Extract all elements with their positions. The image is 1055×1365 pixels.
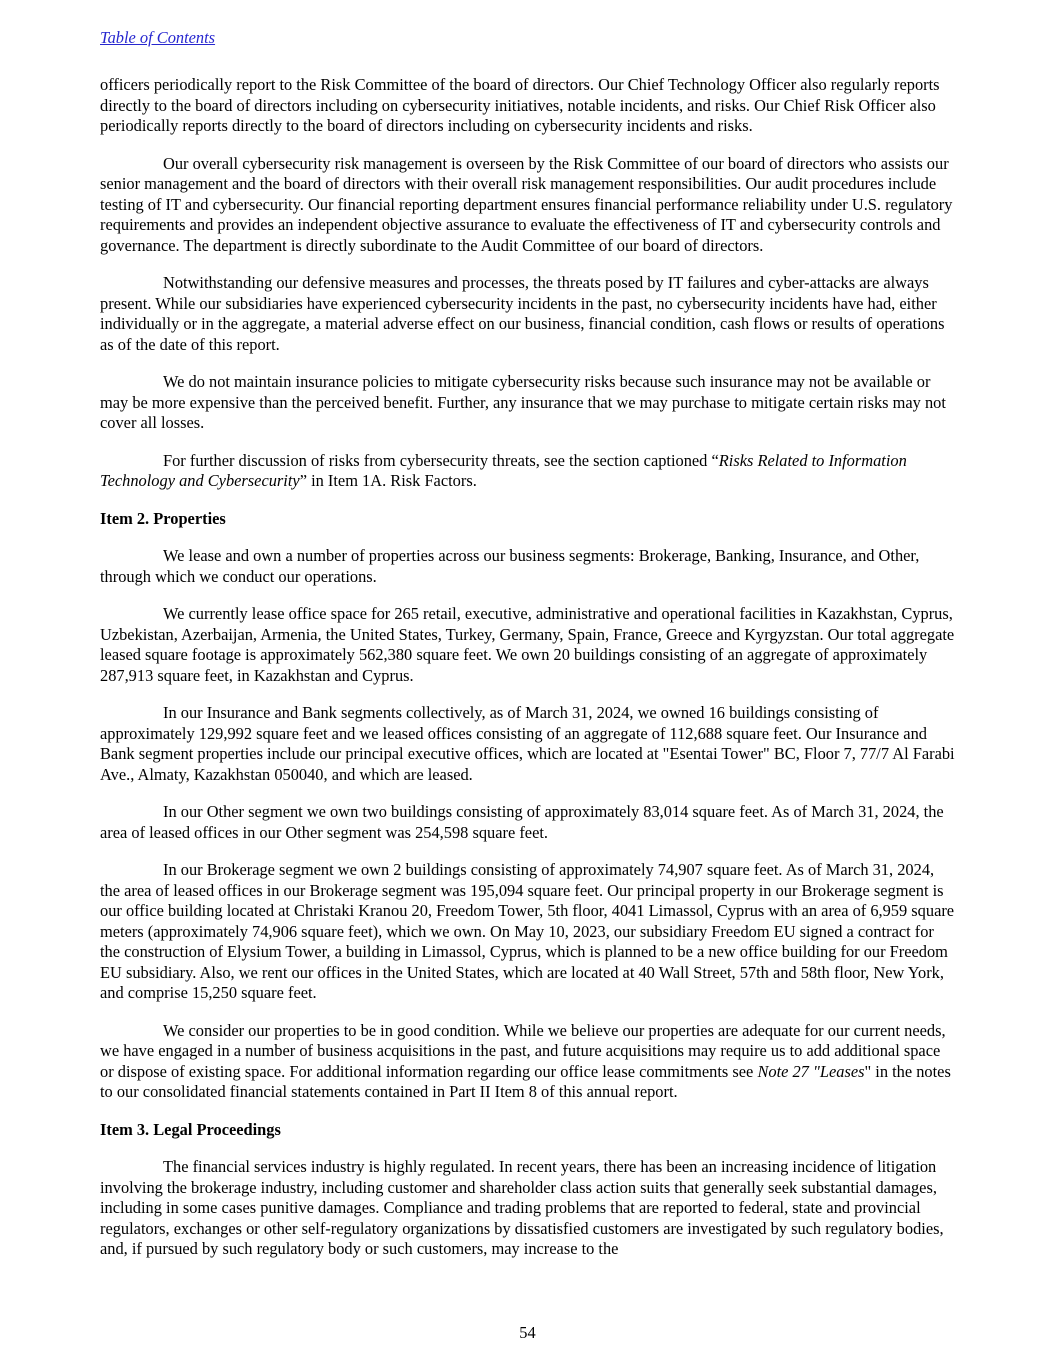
paragraph	[100, 802, 955, 843]
paragraph	[100, 154, 955, 257]
paragraph	[100, 604, 955, 686]
document-content	[100, 75, 955, 1260]
text-run: Notwithstanding our defensive measures and processes, the threats posed by IT failures and cyber-attacks are always present. While our subsidiaries have experienced cybersecurity incidents in the past, no cybersecurity incidents have had, either individually or in the aggregate, a material adverse effect on our business, financial condition, cash flows or results of operations as of the date of this report.	[100, 273, 945, 354]
text-run: In our Insurance and Bank segments collectively, as of March 31, 2024, we owned 16 buildings consisting of approximately 129,992 square feet and we leased offices consisting of an aggregate of 112,688 square feet. Our Insurance and Bank segment properties include our principal executive offices, which are located at "Esentai Tower" BC, Floor 7, 77/7 Al Farabi Ave., Almaty, Kazakhstan 050040, and which are leased.	[100, 703, 955, 784]
text-run: We consider our properties to be in good condition. While we believe our properties are adequate for our current needs, we have engaged in a number of business acquisitions in the past, and future acquisitions may require us to add additional space or dispose of existing space. For additional information regarding our office lease commitments see	[100, 1020, 946, 1081]
text-run: We lease and own a number of properties across our business segments: Brokerage, Banking, Insurance, and Other, through which we conduct our operations.	[100, 546, 920, 586]
table-of-contents-link[interactable]: Table of Contents	[100, 28, 216, 47]
text-run: For further discussion of risks from cybersecurity threats, see the section captioned “	[163, 450, 719, 470]
section-heading	[100, 509, 955, 530]
table-of-contents-row	[100, 28, 955, 48]
text-run: ” in Item 1A. Risk Factors.	[299, 471, 477, 490]
paragraph	[100, 1157, 955, 1260]
text-run: In our Other segment we own two buildings consisting of approximately 83,014 square feet. As of March 31, 2024, the area of leased offices in our Other segment was 254,598 square feet.	[100, 802, 944, 842]
section-heading	[100, 1120, 955, 1141]
page-number: 54	[519, 1322, 536, 1342]
text-run: In our Brokerage segment we own 2 buildings consisting of approximately 74,907 square feet. As of March 31, 2024, the area of leased offices in our Brokerage segment was 195,094 square feet. Our principal property in our Brokerage segment is our office building located at Christaki Kranou 20, Freedom Tower, 5th floor, 4041 Limassol, Cyprus with an area of 6,959 square meters (approximately 74,906 square feet), which we own. On May 10, 2023, our subsidiary Freedom EU signed a contract for the construction of Elysium Tower, a building in Limassol, Cyprus, which is planned to be a new office building for our Freedom EU subsidiary. Also, we rent our offices in the United States, which are located at 40 Wall Street, 57th and 58th floor, New York, and comprise 15,250 square feet.	[100, 860, 955, 1002]
text-run: " in the notes to our consolidated financial statements contained in Part II Item 8 of this annual report.	[100, 1061, 951, 1101]
italic-text-run: Risks Related to Information Technology and Cybersecurity	[100, 450, 907, 490]
paragraph	[100, 75, 955, 137]
paragraph	[100, 703, 955, 785]
text-run: The financial services industry is highly regulated. In recent years, there has been an increasing incidence of litigation involving the brokerage industry, including customer and shareholder class action suits that generally seek substantial damages, including in some cases punitive damages. Compliance and trading problems that are reported to federal, state and provincial regulators, exchanges or other self-regulatory organizations by dissatisfied customers are investigated by such regulatory bodies, and, if pursued by such regulatory body or such customers, may increase to the	[100, 1157, 944, 1258]
paragraph	[100, 451, 955, 492]
paragraph	[100, 1021, 955, 1103]
text-run: officers periodically report to the Risk Committee of the board of directors. Our Chief Technology Officer also regularly reports directly to the board of directors including on cybersecurity initiatives, notable incidents, and risks. Our Chief Risk Officer also periodically reports directly to the board of directors including on cybersecurity incidents and risks.	[100, 75, 940, 135]
text-run: Item 2. Properties	[100, 508, 226, 528]
paragraph	[100, 860, 955, 1004]
italic-text-run: Note 27 "Leases	[757, 1061, 865, 1081]
text-run: We do not maintain insurance policies to mitigate cybersecurity risks because such insurance may not be available or may be more expensive than the perceived benefit. Further, any insurance that we may purchase to mitigate certain risks may not cover all losses.	[100, 372, 946, 432]
text-run: Item 3. Legal Proceedings	[100, 1119, 281, 1139]
text-run: We currently lease office space for 265 retail, executive, administrative and operational facilities in Kazakhstan, Cyprus, Uzbekistan, Azerbaijan, Armenia, the United States, Turkey, Germany, Spain, France, Greece and Kyrgyzstan. Our total aggregate leased square footage is approximately 562,380 square feet. We own 20 buildings consisting of an aggregate of approximately 287,913 square feet, in Kazakhstan and Cyprus.	[100, 604, 955, 685]
text-run: Our overall cybersecurity risk management is overseen by the Risk Committee of our board of directors who assists our senior management and the board of directors with their overall risk management responsibilities. Our audit procedures include testing of IT and cybersecurity. Our financial reporting department ensures financial performance reliability under U.S. regulatory requirements and provides an independent objective assurance to evaluate the effectiveness of IT and cybersecurity controls and governance. The department is directly subordinate to the Audit Committee of our board of directors.	[100, 153, 953, 255]
paragraph	[100, 273, 955, 355]
paragraph	[100, 546, 955, 587]
paragraph	[100, 372, 955, 434]
